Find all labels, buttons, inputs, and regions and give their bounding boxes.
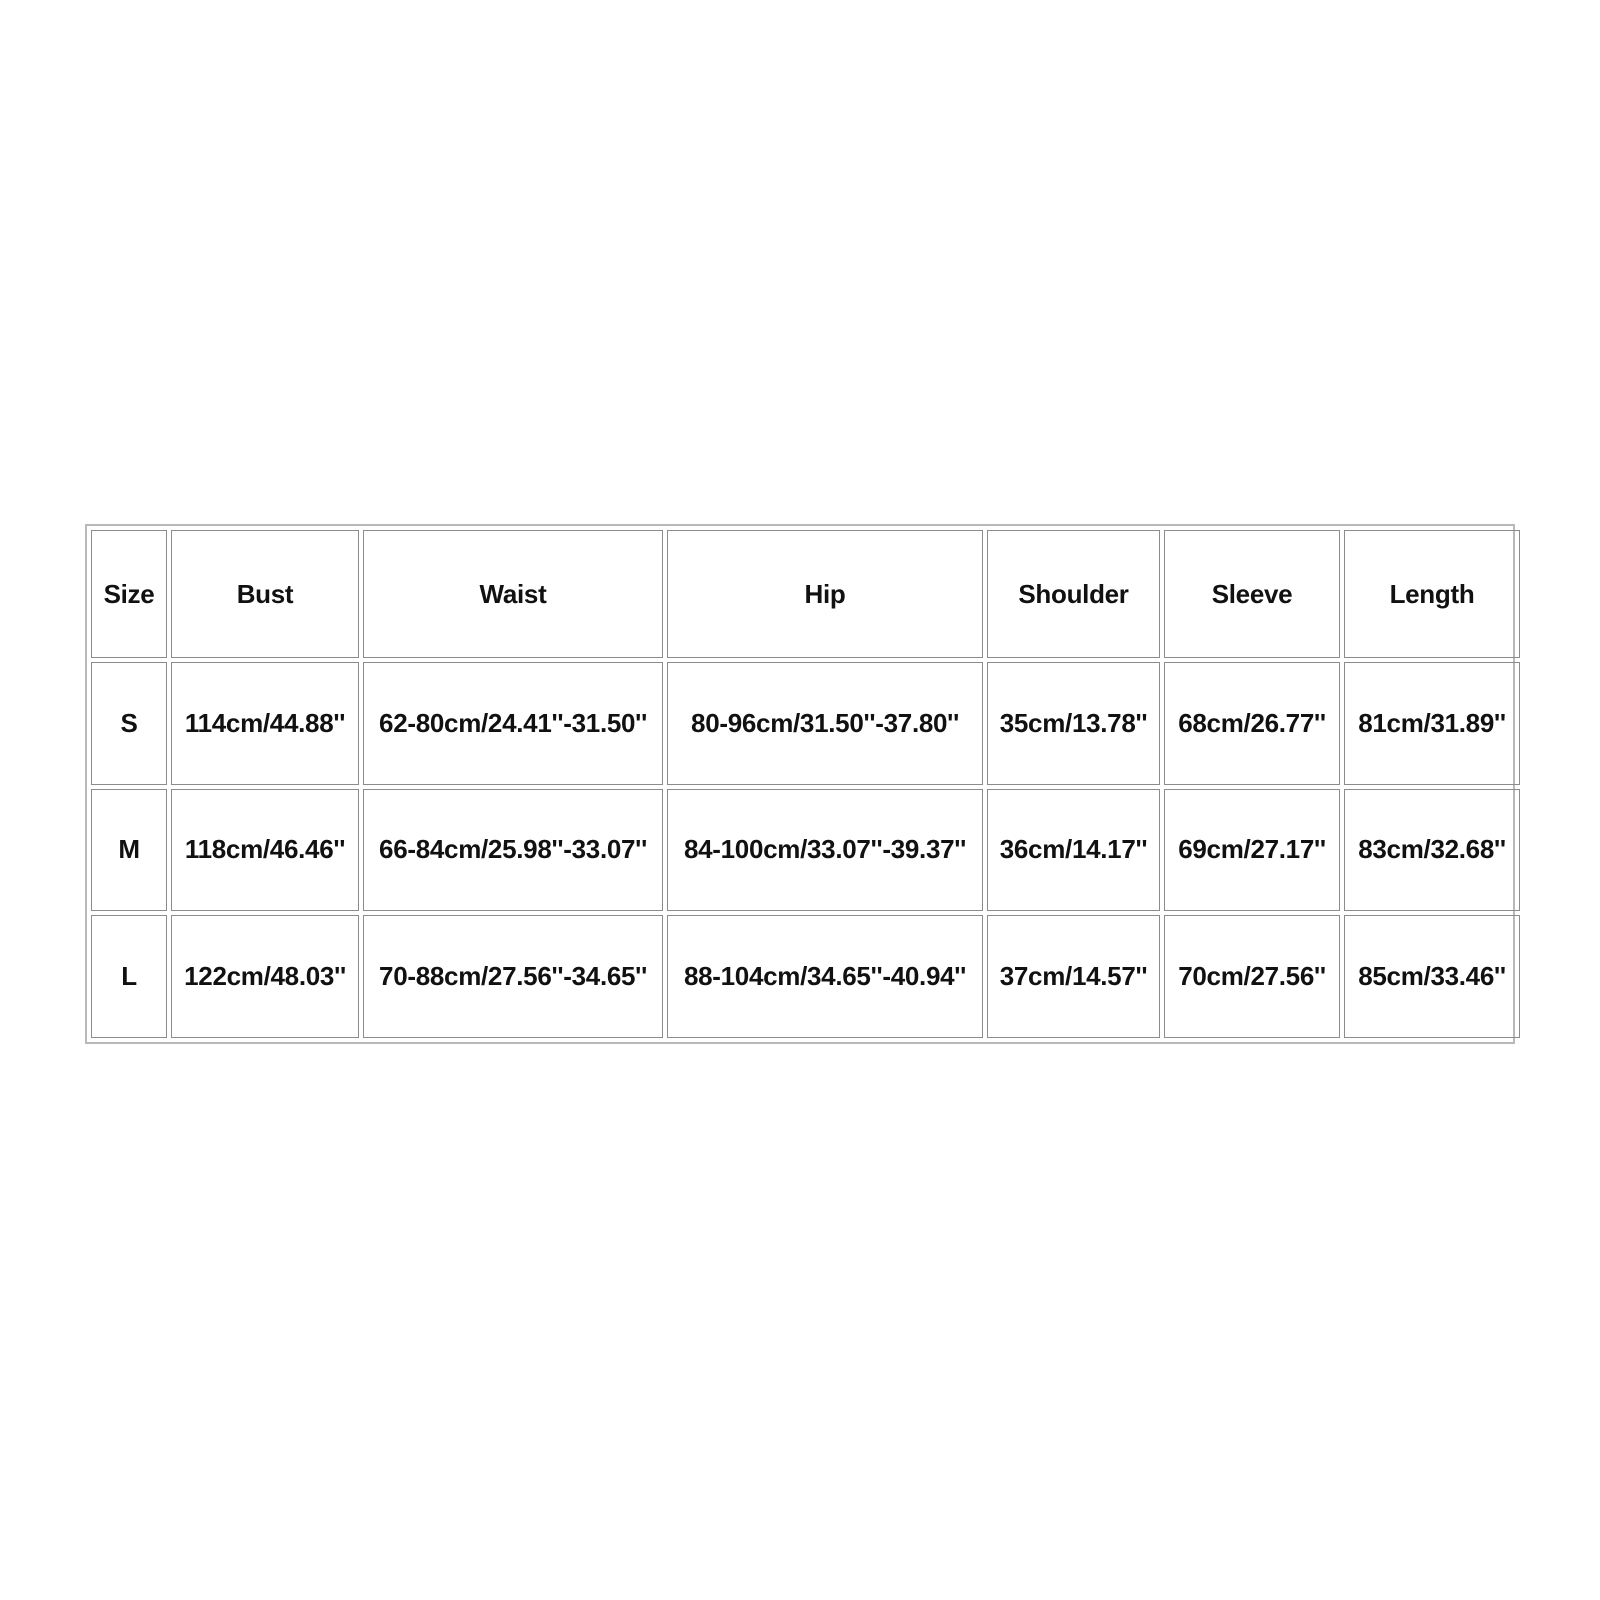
cell-size: M — [91, 789, 167, 912]
cell-length: 81cm/31.89'' — [1344, 662, 1520, 785]
cell-length: 85cm/33.46'' — [1344, 915, 1520, 1038]
cell-shoulder: 35cm/13.78'' — [987, 662, 1160, 785]
cell-bust: 122cm/48.03'' — [171, 915, 359, 1038]
size-table — [87, 526, 1524, 1042]
header-length: Length — [1344, 530, 1520, 658]
cell-sleeve: 70cm/27.56'' — [1164, 915, 1340, 1038]
cell-sleeve: 68cm/26.77'' — [1164, 662, 1340, 785]
cell-size: L — [91, 915, 167, 1038]
table-row — [91, 915, 1520, 1038]
cell-hip: 84-100cm/33.07''-39.37'' — [667, 789, 983, 912]
header-row — [91, 530, 1520, 658]
cell-hip: 80-96cm/31.50''-37.80'' — [667, 662, 983, 785]
cell-hip: 88-104cm/34.65''-40.94'' — [667, 915, 983, 1038]
cell-shoulder: 36cm/14.17'' — [987, 789, 1160, 912]
cell-size: S — [91, 662, 167, 785]
cell-length: 83cm/32.68'' — [1344, 789, 1520, 912]
header-shoulder: Shoulder — [987, 530, 1160, 658]
header-hip: Hip — [667, 530, 983, 658]
header-sleeve: Sleeve — [1164, 530, 1340, 658]
table-row — [91, 662, 1520, 785]
cell-waist: 62-80cm/24.41''-31.50'' — [363, 662, 663, 785]
cell-sleeve: 69cm/27.17'' — [1164, 789, 1340, 912]
cell-shoulder: 37cm/14.57'' — [987, 915, 1160, 1038]
cell-waist: 70-88cm/27.56''-34.65'' — [363, 915, 663, 1038]
table-row — [91, 789, 1520, 912]
cell-bust: 114cm/44.88'' — [171, 662, 359, 785]
cell-bust: 118cm/46.46'' — [171, 789, 359, 912]
size-chart — [85, 524, 1515, 1044]
header-bust: Bust — [171, 530, 359, 658]
header-size: Size — [91, 530, 167, 658]
cell-waist: 66-84cm/25.98''-33.07'' — [363, 789, 663, 912]
header-waist: Waist — [363, 530, 663, 658]
